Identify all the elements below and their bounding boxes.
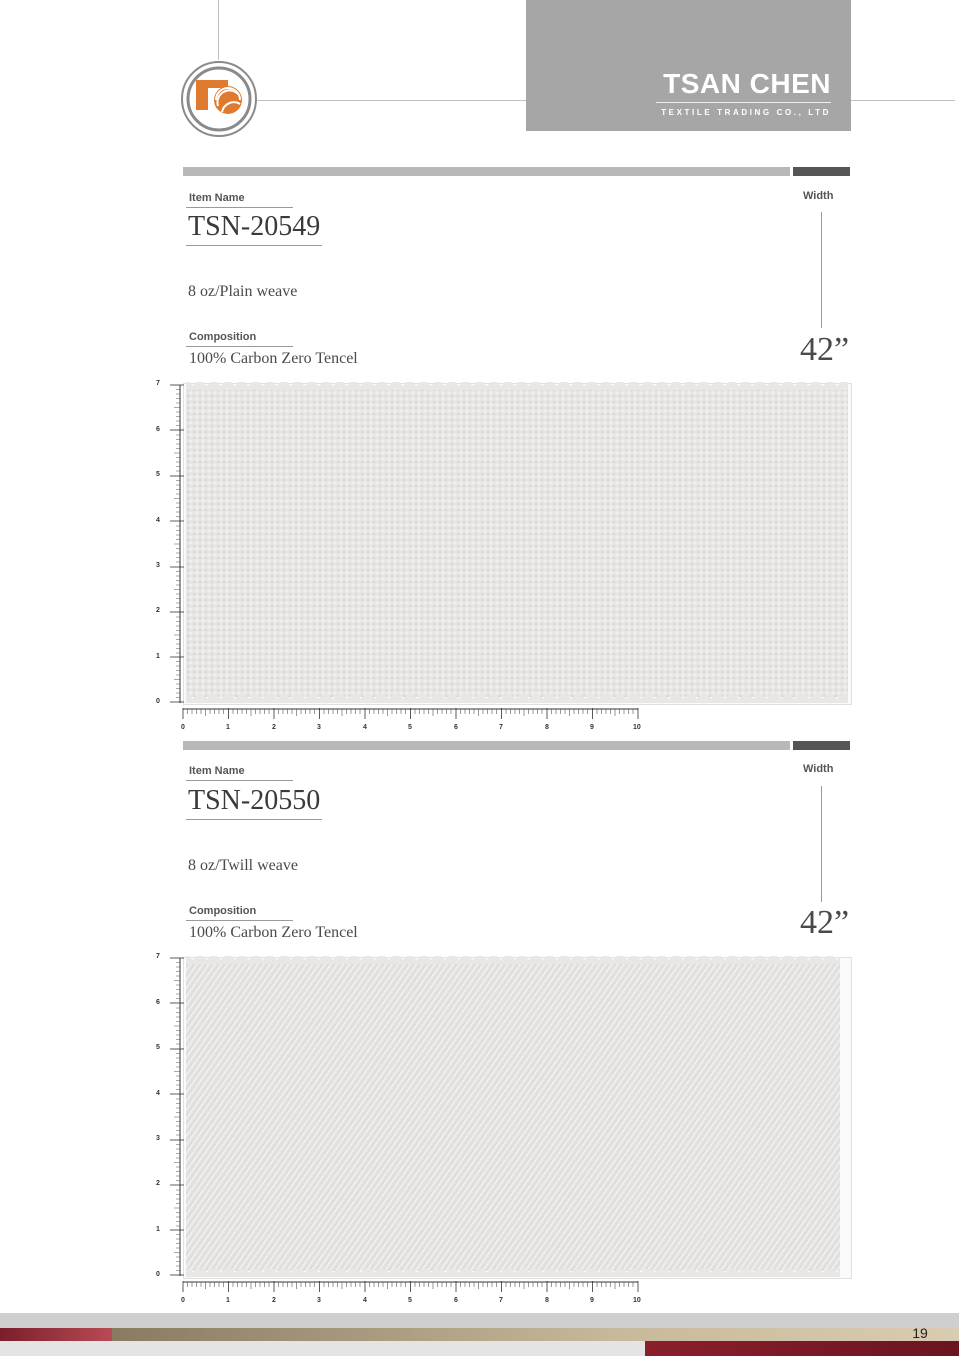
footer-band-tan: [112, 1328, 959, 1341]
code-underline: [186, 245, 322, 246]
brand-subtitle: TEXTILE TRADING CO., LTD: [661, 108, 831, 117]
ruler-number: 7: [156, 380, 160, 387]
footer-band-red: [0, 1328, 112, 1341]
ruler-number: 5: [156, 1044, 160, 1051]
ruler-number: 6: [156, 999, 160, 1006]
ruler-number: 6: [454, 724, 458, 731]
company-logo: [180, 60, 258, 138]
ruler-number: 1: [226, 1297, 230, 1304]
ruler-number: 2: [156, 1180, 160, 1187]
horizontal-ruler: [178, 704, 648, 736]
item-code: TSN-20550: [188, 785, 321, 816]
composition-label: Composition: [189, 331, 257, 343]
ruler-number: 6: [454, 1297, 458, 1304]
ruler-number: 0: [181, 724, 185, 731]
footer-band-grey: [0, 1313, 959, 1328]
ruler-number: 8: [545, 724, 549, 731]
section-bar-light: [183, 741, 790, 750]
ruler-number: 3: [317, 1297, 321, 1304]
section-bar-dark: [793, 741, 850, 750]
composition-value: 100% Carbon Zero Tencel: [189, 350, 358, 367]
ruler-number: 5: [408, 724, 412, 731]
ruler-number: 7: [156, 953, 160, 960]
pinked-edge-top: [186, 956, 840, 964]
footer-band-dark-red: [645, 1341, 959, 1356]
ruler-number: 4: [156, 517, 160, 524]
ruler-number: 1: [226, 724, 230, 731]
composition-value: 100% Carbon Zero Tencel: [189, 924, 358, 941]
ruler-number: 3: [156, 562, 160, 569]
width-value: 42”: [800, 904, 850, 941]
width-line: [821, 786, 822, 902]
section-bar-dark: [793, 167, 850, 176]
ruler-number: 0: [156, 1271, 160, 1278]
ruler-number: 4: [156, 1090, 160, 1097]
width-label: Width: [803, 190, 834, 202]
ruler-number: 3: [317, 724, 321, 731]
label-underline: [186, 920, 293, 921]
fabric-swatch-plain: [186, 388, 848, 697]
ruler-number: 0: [156, 698, 160, 705]
pinked-edge-bottom: [186, 695, 848, 703]
ruler-number: 4: [363, 1297, 367, 1304]
header-vertical-line: [218, 0, 219, 60]
ruler-number: 5: [408, 1297, 412, 1304]
ruler-number: 10: [633, 1297, 641, 1304]
horizontal-ruler-ticks: [178, 1277, 648, 1299]
ruler-number: 2: [272, 1297, 276, 1304]
brand-name: TSAN CHEN: [663, 68, 831, 99]
ruler-number: 8: [545, 1297, 549, 1304]
ruler-number: 2: [272, 724, 276, 731]
vertical-ruler: [150, 380, 184, 710]
ruler-number: 6: [156, 426, 160, 433]
brand-rule: [656, 102, 831, 103]
ruler-number: 0: [181, 1297, 185, 1304]
ruler-number: 1: [156, 653, 160, 660]
ruler-number: 3: [156, 1135, 160, 1142]
width-line: [821, 212, 822, 328]
vertical-ruler: [150, 953, 184, 1283]
weight-weave: 8 oz/Twill weave: [188, 857, 298, 874]
section-bar-light: [183, 167, 790, 176]
ruler-number: 7: [499, 1297, 503, 1304]
ruler-number: 1: [156, 1226, 160, 1233]
composition-label: Composition: [189, 905, 257, 917]
pinked-edge-bottom: [186, 1269, 840, 1277]
ruler-number: 10: [633, 724, 641, 731]
ruler-number: 4: [363, 724, 367, 731]
ruler-number: 7: [499, 724, 503, 731]
label-underline: [186, 346, 293, 347]
weight-weave: 8 oz/Plain weave: [188, 283, 298, 300]
horizontal-ruler: [178, 1277, 648, 1309]
item-name-label: Item Name: [189, 192, 245, 204]
ruler-number: 5: [156, 471, 160, 478]
item-name-label: Item Name: [189, 765, 245, 777]
pinked-edge-top: [186, 382, 848, 390]
ruler-number: 9: [590, 724, 594, 731]
footer-band-light: [0, 1341, 645, 1356]
label-underline: [186, 207, 293, 208]
width-value: 42”: [800, 331, 850, 368]
code-underline: [186, 819, 322, 820]
page-number: 19: [912, 1325, 928, 1341]
label-underline: [186, 780, 293, 781]
horizontal-ruler-ticks: [178, 704, 648, 726]
ruler-number: 2: [156, 607, 160, 614]
width-label: Width: [803, 763, 834, 775]
fabric-swatch-twill: [186, 962, 840, 1271]
item-code: TSN-20549: [188, 211, 321, 242]
ruler-number: 9: [590, 1297, 594, 1304]
